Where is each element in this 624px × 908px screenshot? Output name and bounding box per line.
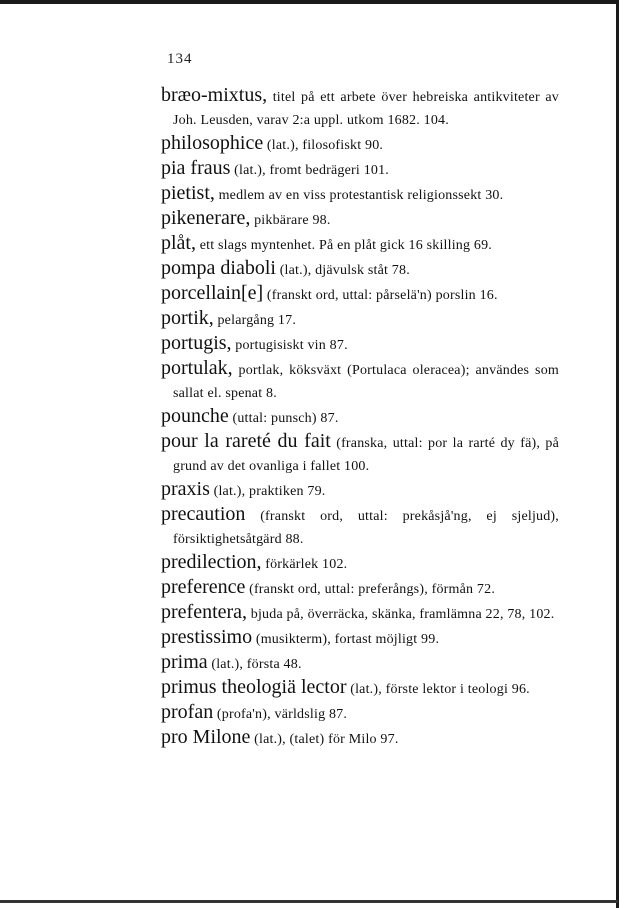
glossary-entry [161, 576, 559, 601]
entry-definition: pelargång 17. [217, 313, 297, 328]
glossary-entry [161, 357, 559, 405]
glossary-entry [161, 232, 559, 257]
entry-headword: prestissimo [161, 626, 253, 648]
entry-definition: titel på ett arbete över hebreiska antikviteter av Joh. Leusden, varav 2:a uppl. utkom 1682. 104. [173, 90, 559, 128]
entry-headword: portik, [161, 307, 214, 329]
entry-headword: precaution [161, 503, 246, 525]
scan-top-edge [0, 0, 618, 4]
entry-headword: pia fraus [161, 157, 231, 179]
entry-headword: pompa diaboli [161, 257, 276, 279]
glossary-entry [161, 726, 559, 751]
entry-headword: prima [161, 651, 208, 673]
glossary-entry [161, 676, 559, 701]
entry-definition: ett slags myntenhet. På en plåt gick 16 skilling 69. [199, 238, 493, 253]
glossary-entry [161, 332, 559, 357]
entry-headword: predilection, [161, 551, 262, 573]
entry-headword: pour la rareté du fait [161, 430, 331, 452]
glossary-entry [161, 701, 559, 726]
glossary-entry [161, 626, 559, 651]
entry-definition: (lat.), förste lektor i teologi 96. [350, 682, 530, 697]
entry-definition: (profa'n), världslig 87. [216, 707, 348, 722]
entry-definition: (franskt ord, uttal: preferångs), förmån 72. [249, 582, 496, 597]
entry-definition: bjuda på, överräcka, skänka, framlämna 22, 78, 102. [250, 607, 555, 622]
entry-definition: (lat.), djävulsk ståt 78. [279, 263, 410, 278]
entry-headword: praxis [161, 478, 210, 500]
entry-definition: (franskt ord, uttal: prekåsjå'ng, ej sjeljud), försiktighetsåtgärd 88. [173, 509, 559, 547]
glossary-entry [161, 503, 559, 551]
glossary-entry [161, 307, 559, 332]
entry-headword: pro Milone [161, 726, 251, 748]
glossary-entry [161, 84, 559, 132]
entry-definition: pikbärare 98. [254, 213, 331, 228]
glossary-entry [161, 430, 559, 478]
entry-definition: (franskt ord, uttal: pårselä'n) porslin 16. [266, 288, 498, 303]
entry-definition: medlem av en viss protestantisk religionssekt 30. [218, 188, 504, 203]
entry-definition: (uttal: punsch) 87. [232, 411, 339, 426]
glossary-entry [161, 207, 559, 232]
entry-definition: (musikterm), fortast möjligt 99. [255, 632, 440, 647]
glossary-entry [161, 157, 559, 182]
page-number: 134 [167, 51, 193, 67]
entry-definition: (franska, uttal: por la rarté dy fä), på grund av det ovanliga i fallet 100. [173, 436, 560, 474]
entry-headword: porcellain[e] [161, 282, 264, 304]
entry-definition: portlak, köksväxt (Portulaca oleracea); användes som sallat el. spenat 8. [173, 363, 559, 401]
entry-headword: portugis, [161, 332, 232, 354]
entry-headword: bræo-mixtus, [161, 84, 268, 106]
entry-definition: (lat.), filosofiskt 90. [266, 138, 384, 153]
entry-headword: plåt, [161, 232, 196, 254]
scan-right-edge [616, 0, 619, 908]
entry-definition: (lat.), (talet) för Milo 97. [254, 732, 399, 747]
entry-headword: philosophice [161, 132, 264, 154]
glossary-entry [161, 182, 559, 207]
entry-definition: (lat.), fromt bedrägeri 101. [234, 163, 390, 178]
glossary-entry [161, 478, 559, 503]
glossary-entries [161, 84, 559, 751]
glossary-entry [161, 601, 559, 626]
entry-headword: portulak, [161, 357, 233, 379]
scan-bottom-edge [0, 900, 618, 903]
entry-definition: portugisiskt vin 87. [235, 338, 348, 353]
entry-headword: primus theologiä lector [161, 676, 347, 698]
entry-headword: profan [161, 701, 214, 723]
glossary-entry [161, 132, 559, 157]
glossary-entry [161, 651, 559, 676]
glossary-entry [161, 405, 559, 430]
glossary-entry [161, 551, 559, 576]
entry-headword: pounche [161, 405, 229, 427]
entry-headword: preference [161, 576, 246, 598]
entry-headword: pikenerare, [161, 207, 251, 229]
entry-definition: (lat.), praktiken 79. [213, 484, 326, 499]
entry-headword: prefentera, [161, 601, 248, 623]
glossary-entry [161, 282, 559, 307]
entry-definition: (lat.), första 48. [211, 657, 302, 672]
entry-headword: pietist, [161, 182, 215, 204]
entry-definition: förkärlek 102. [265, 557, 348, 572]
glossary-entry [161, 257, 559, 282]
